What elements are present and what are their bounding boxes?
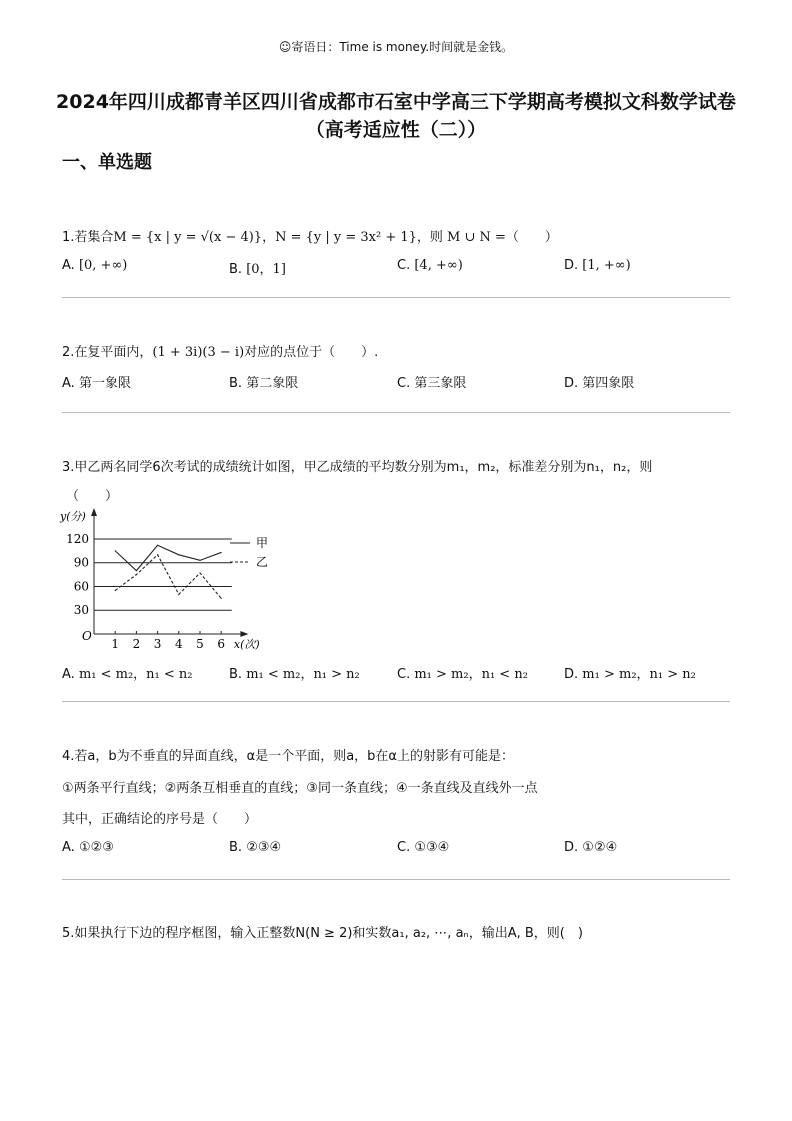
section-title: 一、单选题 [62, 152, 152, 173]
question-4-option-b[interactable]: B. ②③④ [229, 840, 282, 855]
legend-label: 甲 [256, 536, 269, 550]
legend-label: 乙 [256, 555, 269, 569]
question-2-option-a[interactable]: A. 第一象限 [62, 376, 131, 391]
score-line-chart [58, 506, 288, 656]
y-axis-arrow [91, 508, 97, 516]
question-2-option-b[interactable]: B. 第二象限 [229, 376, 299, 391]
data-point [178, 554, 179, 555]
x-tick-label: 1 [111, 637, 120, 651]
data-point [199, 572, 200, 573]
divider [62, 879, 730, 880]
series-line-jia [115, 545, 221, 570]
question-3-option-d[interactable]: D. m₁ > m₂，n₁ > n₂ [564, 667, 696, 682]
question-3-stem-line2: （ ） [66, 489, 119, 504]
y-axis-label: y(分) [60, 510, 86, 523]
divider [62, 701, 730, 702]
divider [62, 297, 730, 298]
divider [62, 412, 730, 413]
series-line-yi [115, 555, 221, 599]
data-point [221, 598, 222, 599]
x-tick-label: 2 [132, 637, 141, 651]
data-point [157, 545, 158, 546]
data-point [199, 560, 200, 561]
x-tick-label: 3 [153, 637, 162, 651]
question-1-option-c[interactable]: C. [4, +∞) [397, 258, 463, 273]
data-point [115, 550, 116, 551]
x-tick-label: 6 [217, 637, 226, 651]
question-4-option-a[interactable]: A. ①②③ [62, 840, 114, 855]
data-point [157, 554, 158, 555]
page-title: 2024年四川成都青羊区四川省成都市石室中学高三下学期高考模拟文科数学试卷（高考适应性（二）） [56, 91, 736, 141]
data-point [178, 594, 179, 595]
question-2-stem: 2.在复平面内，(1 + 3i)(3 − i)对应的点位于（ ）. [62, 345, 379, 360]
question-4-option-c[interactable]: C. ①③④ [397, 840, 450, 855]
data-point [221, 552, 222, 553]
y-tick-label: 60 [73, 579, 89, 594]
question-2-option-c[interactable]: C. 第三象限 [397, 376, 467, 391]
question-3-stem: 3.甲乙两名同学6次考试的成绩统计如图，甲乙成绩的平均数分别为m₁，m₂，标准差分别为n₁，n₂，则 [62, 460, 653, 475]
question-4-option-d[interactable]: D. ①②④ [564, 840, 618, 855]
data-point [115, 590, 116, 591]
question-1-option-d[interactable]: D. [1, +∞) [564, 258, 631, 273]
header-note: ☺寄语日：Time is money.时间就是金钱。 [278, 40, 514, 54]
question-1-option-a[interactable]: A. [0, +∞) [62, 258, 128, 273]
data-point [136, 574, 137, 575]
question-3-option-c[interactable]: C. m₁ > m₂，n₁ < n₂ [397, 667, 528, 682]
data-point [136, 570, 137, 571]
question-4-statements: ①两条平行直线；②两条互相垂直的直线；③同一条直线；④一条直线及直线外一点 [62, 781, 538, 796]
question-3-option-a[interactable]: A. m₁ < m₂，n₁ < n₂ [62, 667, 193, 682]
question-1-stem: 1.若集合M = {x | y = √(x − 4)}，N = {y | y = 3x² + 1}，则 M ∪ N =（ ） [62, 230, 558, 245]
y-tick-label: 90 [73, 555, 89, 570]
question-1-option-b[interactable]: B. [0，1] [229, 262, 286, 277]
x-axis-label: x(次) [233, 638, 260, 651]
question-4-stem: 4.若a，b为不垂直的异面直线，α是一个平面，则a，b在α上的射影有可能是： [62, 749, 514, 764]
y-tick-label: 30 [73, 603, 89, 618]
question-2-option-d[interactable]: D. 第四象限 [564, 376, 635, 391]
question-5-stem: 5.如果执行下边的程序框图，输入正整数N(N ≥ 2)和实数a₁, a₂, ⋯, aₙ，输出A, B，则( ) [62, 926, 583, 941]
question-3-option-b[interactable]: B. m₁ < m₂，n₁ > n₂ [229, 667, 360, 682]
x-axis-arrow [240, 631, 248, 637]
y-tick-label: 120 [66, 531, 89, 546]
question-4-prompt: 其中，正确结论的序号是（ ） [62, 812, 258, 827]
x-tick-label: 4 [174, 637, 183, 651]
origin-label: O [82, 629, 92, 643]
x-tick-label: 5 [196, 637, 204, 651]
